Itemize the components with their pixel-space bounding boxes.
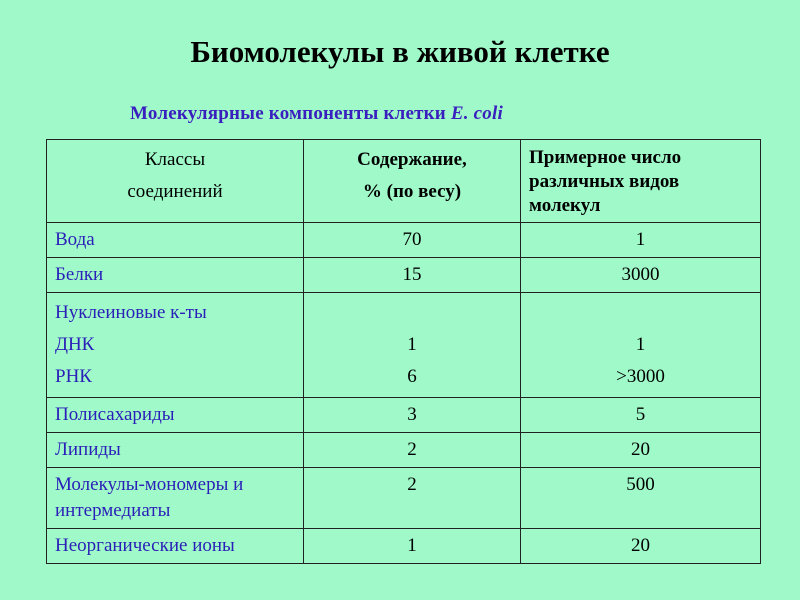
row-count: 1 <box>521 223 761 258</box>
row-content: 70 <box>304 223 521 258</box>
row-name: Белки <box>47 258 304 293</box>
row-count-nucleic <box>521 293 761 398</box>
row-name: Полисахариды <box>47 398 304 433</box>
row-content: 1 <box>304 529 521 564</box>
dna-label: ДНК <box>55 334 95 355</box>
header-classes <box>47 140 304 223</box>
table-row <box>47 223 761 258</box>
row-name-nucleic <box>47 293 304 398</box>
row-content: 2 <box>304 468 521 529</box>
rna-count: >3000 <box>616 366 665 387</box>
nucleic-label: Нуклеиновые к-ты <box>55 302 207 323</box>
row-name: Липиды <box>47 433 304 468</box>
row-content: 3 <box>304 398 521 433</box>
row-name: Неорганические ионы <box>47 529 304 564</box>
table-row <box>47 398 761 433</box>
page-title: Биомолекулы в живой клетке <box>190 34 610 69</box>
row-name: Молекулы-мономеры и интермедиаты <box>47 468 304 529</box>
row-count: 500 <box>521 468 761 529</box>
row-name: Вода <box>47 223 304 258</box>
header-classes-line2: соединений <box>127 181 223 202</box>
row-count: 20 <box>521 433 761 468</box>
table-row <box>47 258 761 293</box>
biomolecules-table <box>46 139 761 564</box>
dna-count: 1 <box>635 334 646 355</box>
caption-text: Молекулярные компоненты клетки <box>130 103 451 124</box>
row-content: 2 <box>304 433 521 468</box>
table-row <box>47 529 761 564</box>
rna-content: 6 <box>407 366 417 387</box>
table-row <box>47 468 761 529</box>
caption-species: E. coli <box>450 103 503 124</box>
header-count: Примерное число различных видов молекул <box>521 140 761 223</box>
header-content-line2: % (по весу) <box>362 181 462 202</box>
row-count: 3000 <box>521 258 761 293</box>
rna-label: РНК <box>55 366 92 387</box>
row-count: 20 <box>521 529 761 564</box>
header-content <box>304 140 521 223</box>
table-row-nucleic <box>47 293 761 398</box>
dna-content: 1 <box>407 334 417 355</box>
row-content-nucleic <box>304 293 521 398</box>
table-header-row <box>47 140 761 223</box>
table-caption <box>130 103 503 125</box>
table-row <box>47 433 761 468</box>
header-classes-line1: Классы <box>144 149 206 170</box>
header-content-line1: Содержание, <box>357 149 467 170</box>
row-content: 15 <box>304 258 521 293</box>
row-count: 5 <box>521 398 761 433</box>
